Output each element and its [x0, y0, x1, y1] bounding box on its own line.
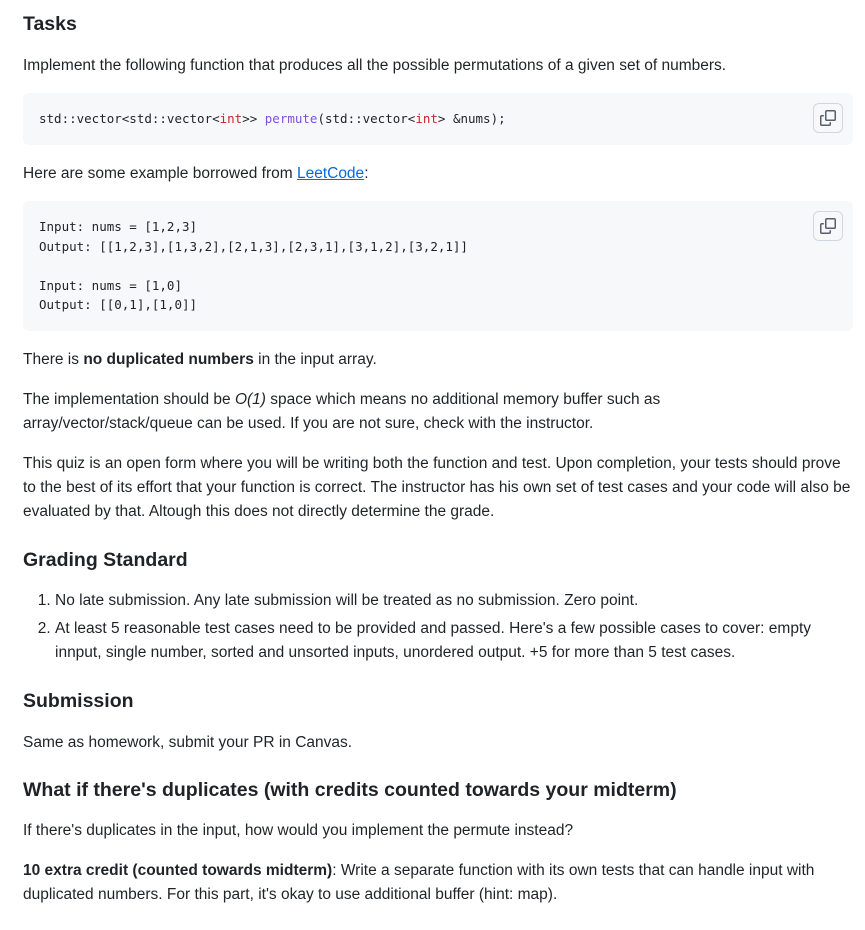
heading-tasks: Tasks — [23, 13, 77, 35]
signature-code-block — [23, 93, 853, 145]
examples-prefix: Here are some example borrowed from — [23, 165, 297, 182]
text-span: space which means no additional memory buffer such as array/vector/stack/queue can be used. If you are not sure, check with the instructor. — [23, 391, 661, 432]
copy-button[interactable] — [813, 211, 843, 241]
bold-text: no duplicated numbers — [83, 351, 254, 368]
code-keyword: int — [219, 111, 243, 126]
examples-code-block — [23, 201, 853, 331]
italic-text: O(1) — [234, 391, 266, 408]
leetcode-link[interactable]: LeetCode — [296, 165, 365, 182]
submission-text: Same as homework, submit your PR in Canvas. — [23, 734, 353, 751]
code-line: Input: nums = [1,0] — [39, 277, 182, 293]
examples-suffix: : — [364, 165, 369, 182]
extra-credit — [23, 859, 853, 907]
copy-button[interactable] — [813, 103, 843, 133]
duplicates-question: If there's duplicates in the input, how would you implement the permute instead? — [23, 822, 574, 839]
heading-grading-standard: Grading Standard — [23, 549, 188, 571]
code-line: Input: nums = [1,2,3] — [39, 219, 198, 234]
list-item: 2. At least 5 reasonable test cases need to be provided and passed. Here's a few possible cases to cover: empty innput, single number, sorted and unsorted inputs, unordered output. +5 for more than 5 test cases. — [55, 617, 855, 665]
code-token: std::vector<std::vector< — [39, 111, 220, 126]
space-requirement — [23, 388, 713, 436]
heading-submission: Submission — [23, 690, 134, 712]
code-line: Output: [[1,2,3],[1,3,2],[2,1,3],[2,3,1],[3,1,2],[3,2,1]] — [39, 238, 468, 254]
code-token: > &nums); — [437, 111, 506, 126]
list-item: 1. No late submission. Any late submission will be treated as no submission. Zero point. — [55, 589, 855, 613]
text-span: in the input array. — [253, 351, 377, 368]
text-span: : Write a separate function with its own tests that can handle input with duplicated numbers. For this part, it's okay to use additional buffer (hint: map). — [23, 862, 815, 903]
copy-icon — [820, 218, 836, 234]
no-duplicates-note — [23, 348, 377, 372]
heading-duplicates: What if there's duplicates (with credits counted towards your midterm) — [23, 779, 677, 801]
bold-text: 10 extra credit (counted towards midterm) — [23, 862, 333, 879]
code-function-name: permute — [264, 111, 318, 126]
text-span: There is — [23, 351, 84, 368]
tasks-intro: Implement the following function that produces all the possible permutations of a given set of numbers. — [23, 57, 727, 74]
code-token: >> — [242, 111, 265, 126]
code-line: Output: [[0,1],[1,0]] — [39, 297, 198, 312]
quiz-description: This quiz is an open form where you will be writing both the function and test. Upon completion, your tests should prove to the best of its effort that your function is correct. The instructor has his own set of test cases and your code will also be evaluated by that. Altough this does not directly determine the grade. — [23, 455, 851, 520]
copy-icon — [820, 110, 836, 126]
code-token: (std::vector< — [317, 111, 416, 126]
grading-list — [23, 589, 855, 669]
examples-intro — [23, 162, 369, 186]
text-span: The implementation should be — [23, 391, 235, 408]
code-keyword: int — [415, 111, 438, 126]
